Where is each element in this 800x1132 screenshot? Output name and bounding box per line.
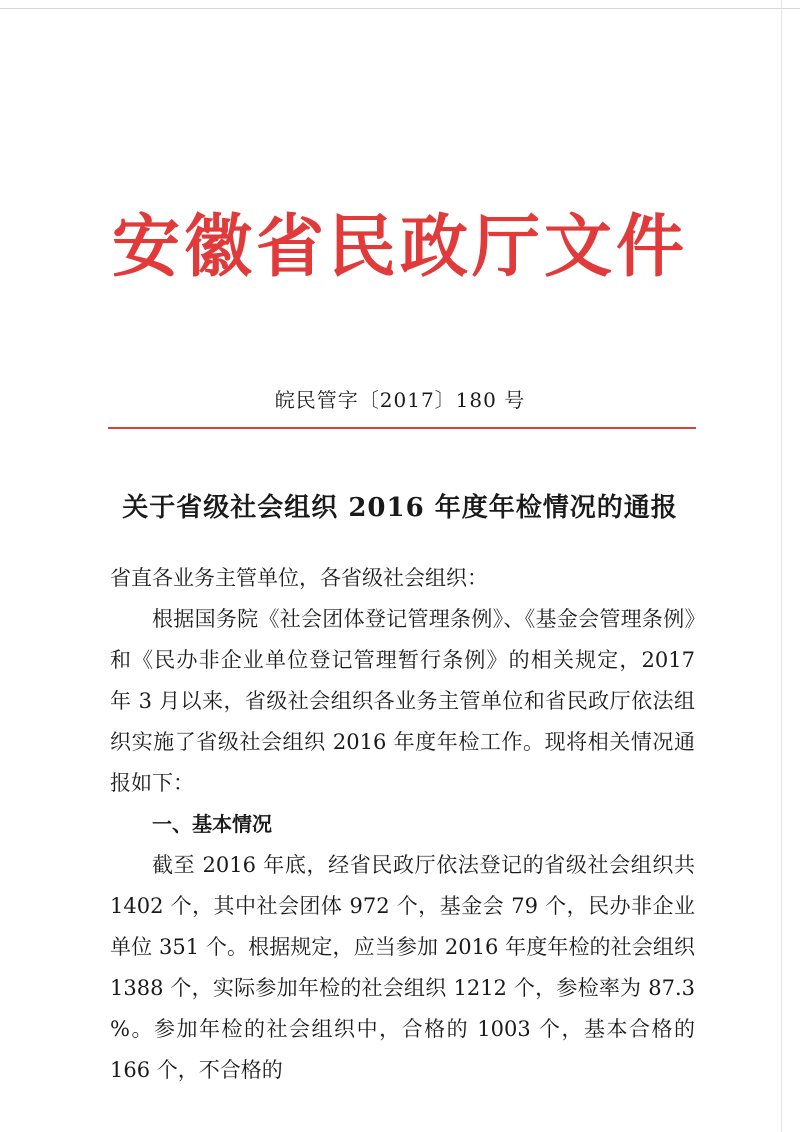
red-divider-line [108, 427, 696, 429]
scan-right-edge [781, 0, 782, 1132]
scan-top-edge [0, 8, 800, 9]
body-paragraph-1: 根据国务院《社会团体登记管理条例》、《基金会管理条例》和《民办非企业单位登记管理暂行条例》的相关规定，2017 年 3 月以来，省级社会组织各业务主管单位和省民政厅依法组织实施了省级社会组织 2016 年度年检工作。现将相关情况通报如下： [110, 607, 695, 795]
section-heading-basic-situation: 一、基本情况 [152, 812, 272, 836]
recipient-line: 省直各业务主管单位，各省级社会组织： [110, 566, 488, 590]
body-paragraph-2: 截至 2016 年底，经省民政厅依法登记的省级社会组织共 1402 个，其中社会团体 972 个，基金会 79 个，民办非企业单位 351 个。根据规定，应当参加 2016 年度年检的社会组织 1388 个，实际参加年检的社会组织 1212 个，参检率为 87.3 %。参加年检的社会组织中，合格的 1003 个，基本合格的 166 个，不合格的 [110, 853, 695, 1082]
document-title: 关于省级社会组织 2016 年度年检情况的通报 [122, 493, 678, 523]
document-body [110, 558, 695, 1091]
document-number: 皖民管字〔2017〕180 号 [274, 388, 526, 412]
agency-header: 安徽省民政厅文件 [111, 208, 688, 287]
